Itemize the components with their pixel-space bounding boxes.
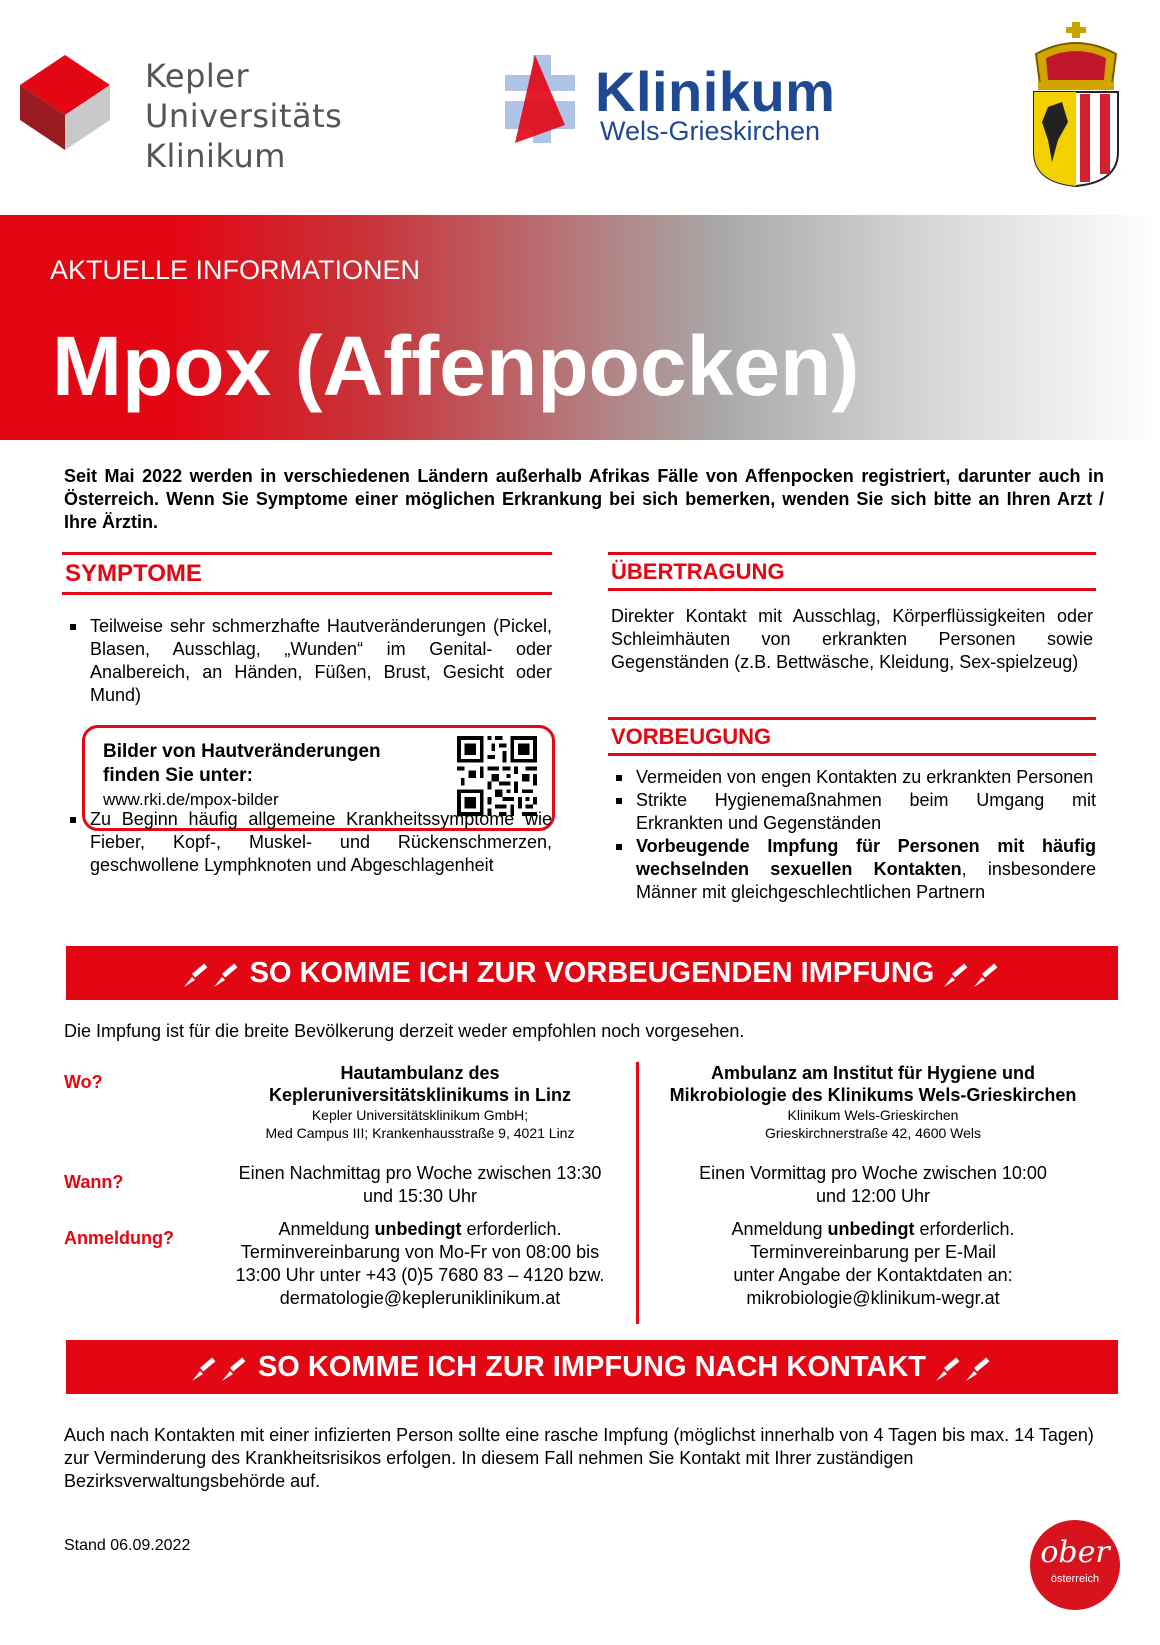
ober-oesterreich-badge bbox=[1030, 1520, 1120, 1610]
linz-anmeldung-2: Terminvereinbarung von Mo-Fr von 08:00 bis bbox=[240, 1242, 600, 1262]
linz-anm-pre: Anmeldung bbox=[278, 1219, 375, 1239]
syringe-icon bbox=[934, 1353, 994, 1383]
wels-anmeldung-3: unter Angabe der Kontaktdaten an: bbox=[733, 1265, 1013, 1285]
wels-wann-2: und 12:00 Uhr bbox=[815, 1186, 931, 1206]
image-link-line-2: finden Sie unter: bbox=[103, 765, 253, 786]
image-link-url[interactable]: www.rki.de/mpox-bilder bbox=[103, 790, 279, 809]
kontakt-text: Auch nach Kontakten mit einer infizierten Person sollte eine rasche Impfung (möglichst innerhalb von 4 Tagen bis max. 14 Tagen) zur Verminderung des Krankheitsrisikos erfolgen. In diesem Fall nehmen Sie Kontakt mit Ihrer zuständigen Bezirksverwaltungsbehörde auf. bbox=[64, 1425, 1094, 1491]
wels-anmeldung-1 bbox=[648, 1218, 1098, 1241]
linz-address-1: Kepler Universitätsklinikum GmbH; bbox=[311, 1107, 529, 1123]
uebertragung-section bbox=[608, 552, 1096, 674]
symptome-heading: SYMPTOME bbox=[62, 552, 552, 595]
vorbeugung-section bbox=[608, 717, 1096, 904]
banner-subtitle: AKTUELLE INFORMATIONEN bbox=[50, 255, 421, 285]
linz-title-1: Hautambulanz des bbox=[340, 1063, 500, 1083]
wels-address bbox=[648, 1106, 1098, 1142]
symptome-section bbox=[62, 552, 552, 707]
wels-address-2: Grieskirchnerstraße 42, 4600 Wels bbox=[764, 1125, 982, 1141]
uebertragung-heading: ÜBERTRAGUNG bbox=[608, 552, 1096, 591]
linz-address-2: Med Campus III; Krankenhausstraße 9, 4021 Linz bbox=[265, 1125, 575, 1141]
kuk-logo-text bbox=[145, 56, 342, 176]
column-divider bbox=[636, 1062, 639, 1324]
linz-address bbox=[210, 1106, 630, 1142]
linz-wann-2: und 15:30 Uhr bbox=[362, 1186, 478, 1206]
linz-wann bbox=[210, 1162, 630, 1208]
kuk-line-3: Klinikum bbox=[145, 137, 286, 175]
uebertragung-text: Direkter Kontakt mit Ausschlag, Körperflüssigkeiten oder Schleimhäuten von erkrankten Personen sowie Gegenständen (z.B. Bettwäsche, Kleidung, Sex-spielzeug) bbox=[611, 606, 1093, 672]
vorbeugung-heading: VORBEUGUNG bbox=[608, 717, 1096, 756]
wels-title-1: Ambulanz am Institut für Hygiene und bbox=[710, 1063, 1035, 1083]
wels-anmeldung-2: Terminvereinbarung per E-Mail bbox=[749, 1242, 997, 1262]
upper-austria-coat-of-arms-icon bbox=[1028, 22, 1124, 187]
label-wann: Wann? bbox=[64, 1172, 124, 1192]
symptome-item: Zu Beginn häufig allgemeine Krankheitssymptome wie Fieber, Kopf-, Muskel- und Rückenschmerzen, geschwollene Lymphknoten und Abgeschlagenheit bbox=[62, 808, 552, 877]
kuk-logo-mark-icon bbox=[20, 55, 110, 155]
label-wo: Wo? bbox=[64, 1072, 103, 1092]
impfung-bar-title: SO KOMME ICH ZUR VORBEUGENDEN IMPFUNG bbox=[249, 957, 935, 989]
image-link-title bbox=[103, 740, 433, 788]
page-title: Mpox (Affenpocken) bbox=[52, 319, 860, 413]
impfung-bar bbox=[66, 946, 1118, 1000]
vorbeugung-list bbox=[608, 766, 1096, 904]
syringe-icon bbox=[190, 1353, 250, 1383]
ober-badge-top: ober bbox=[1040, 1535, 1110, 1570]
vorbeugung-item: Strikte Hygienemaßnahmen beim Umgang mit Erkrankten und Gegenständen bbox=[608, 789, 1096, 835]
kontakt-bar-title: SO KOMME ICH ZUR IMPFUNG NACH KONTAKT bbox=[257, 1351, 927, 1383]
klinikum-subtitle: Wels-Grieskirchen bbox=[600, 116, 821, 146]
label-anmeldung: Anmeldung? bbox=[64, 1228, 174, 1248]
linz-wann-1: Einen Nachmittag pro Woche zwischen 13:30 bbox=[238, 1163, 602, 1183]
intro-text: Seit Mai 2022 werden in verschiedenen Ländern außerhalb Afrikas Fälle von Affenpocken registriert, darunter auch in Österreich. Wenn Sie Symptome einer möglichen Erkrankung bei sich bemerken, wenden Sie sich bitte an Ihren Arzt / Ihre Ärztin. bbox=[64, 466, 1104, 532]
wels-wann-1: Einen Vormittag pro Woche zwischen 10:00 bbox=[699, 1163, 1047, 1183]
linz-anmeldung-1 bbox=[210, 1218, 630, 1241]
vorbeugung-item: Vermeiden von engen Kontakten zu erkrankten Personen bbox=[608, 766, 1096, 789]
wels-anm-post: erforderlich. bbox=[914, 1219, 1015, 1239]
linz-anm-bold: unbedingt bbox=[374, 1219, 462, 1239]
symptome-list bbox=[62, 615, 552, 707]
linz-title-2: Kepleruniversitätsklinikums in Linz bbox=[268, 1085, 572, 1105]
vorbeugung-item-rest: , insbesondere Männer mit gleichgeschlechtlichen Partnern bbox=[636, 859, 1096, 902]
linz-title bbox=[210, 1062, 630, 1106]
linz-email[interactable]: dermatologie@kepleruniklinikum.at bbox=[279, 1288, 561, 1308]
wels-anmeldung bbox=[648, 1218, 1098, 1310]
vorbeugung-item bbox=[608, 835, 1096, 904]
wels-title bbox=[648, 1062, 1098, 1106]
vorbeugung-item-bold: Vorbeugende Impfung für Personen mit häufig wechselnden sexuellen Kontakten bbox=[636, 836, 1096, 879]
wels-email[interactable]: mikrobiologie@klinikum-wegr.at bbox=[746, 1288, 1000, 1308]
symptome-item: Teilweise sehr schmerzhafte Hautveränderungen (Pickel, Blasen, Ausschlag, „Wunden“ im Genital- oder Analbereich, an Händen, Füßen, Brust, Gesicht oder Mund) bbox=[62, 615, 552, 707]
image-link-line-1: Bilder von Hautveränderungen bbox=[103, 741, 381, 762]
linz-anm-post: erforderlich. bbox=[461, 1219, 562, 1239]
kuk-line-1: Kepler bbox=[145, 57, 250, 95]
wels-address-1: Klinikum Wels-Grieskirchen bbox=[787, 1107, 959, 1123]
wels-column bbox=[648, 1062, 1098, 1310]
symptome-list-2 bbox=[62, 808, 552, 877]
kontakt-bar bbox=[66, 1340, 1118, 1394]
ober-badge-bottom: österreich bbox=[1050, 1573, 1100, 1585]
syringe-icon bbox=[942, 959, 1002, 989]
impfung-note: Die Impfung ist für die breite Bevölkerung derzeit weder empfohlen noch vorgesehen. bbox=[64, 1021, 745, 1041]
symptome-section-2 bbox=[62, 808, 552, 877]
kuk-line-2: Universitäts bbox=[145, 97, 343, 135]
klinikum-title: Klinikum bbox=[595, 60, 836, 123]
wels-anm-pre: Anmeldung bbox=[731, 1219, 828, 1239]
wels-title-2: Mikrobiologie des Klinikums Wels-Grieskirchen bbox=[669, 1085, 1077, 1105]
linz-anmeldung-3: 13:00 Uhr unter +43 (0)5 7680 83 – 4120 bzw. bbox=[235, 1265, 605, 1285]
wels-anm-bold: unbedingt bbox=[827, 1219, 915, 1239]
linz-anmeldung bbox=[210, 1218, 630, 1310]
wels-wann bbox=[648, 1162, 1098, 1208]
qr-code-icon[interactable] bbox=[457, 736, 537, 816]
stand-date: Stand 06.09.2022 bbox=[64, 1537, 191, 1554]
linz-column bbox=[210, 1062, 630, 1310]
klinikum-cross-icon bbox=[505, 55, 585, 143]
syringe-icon bbox=[182, 959, 242, 989]
